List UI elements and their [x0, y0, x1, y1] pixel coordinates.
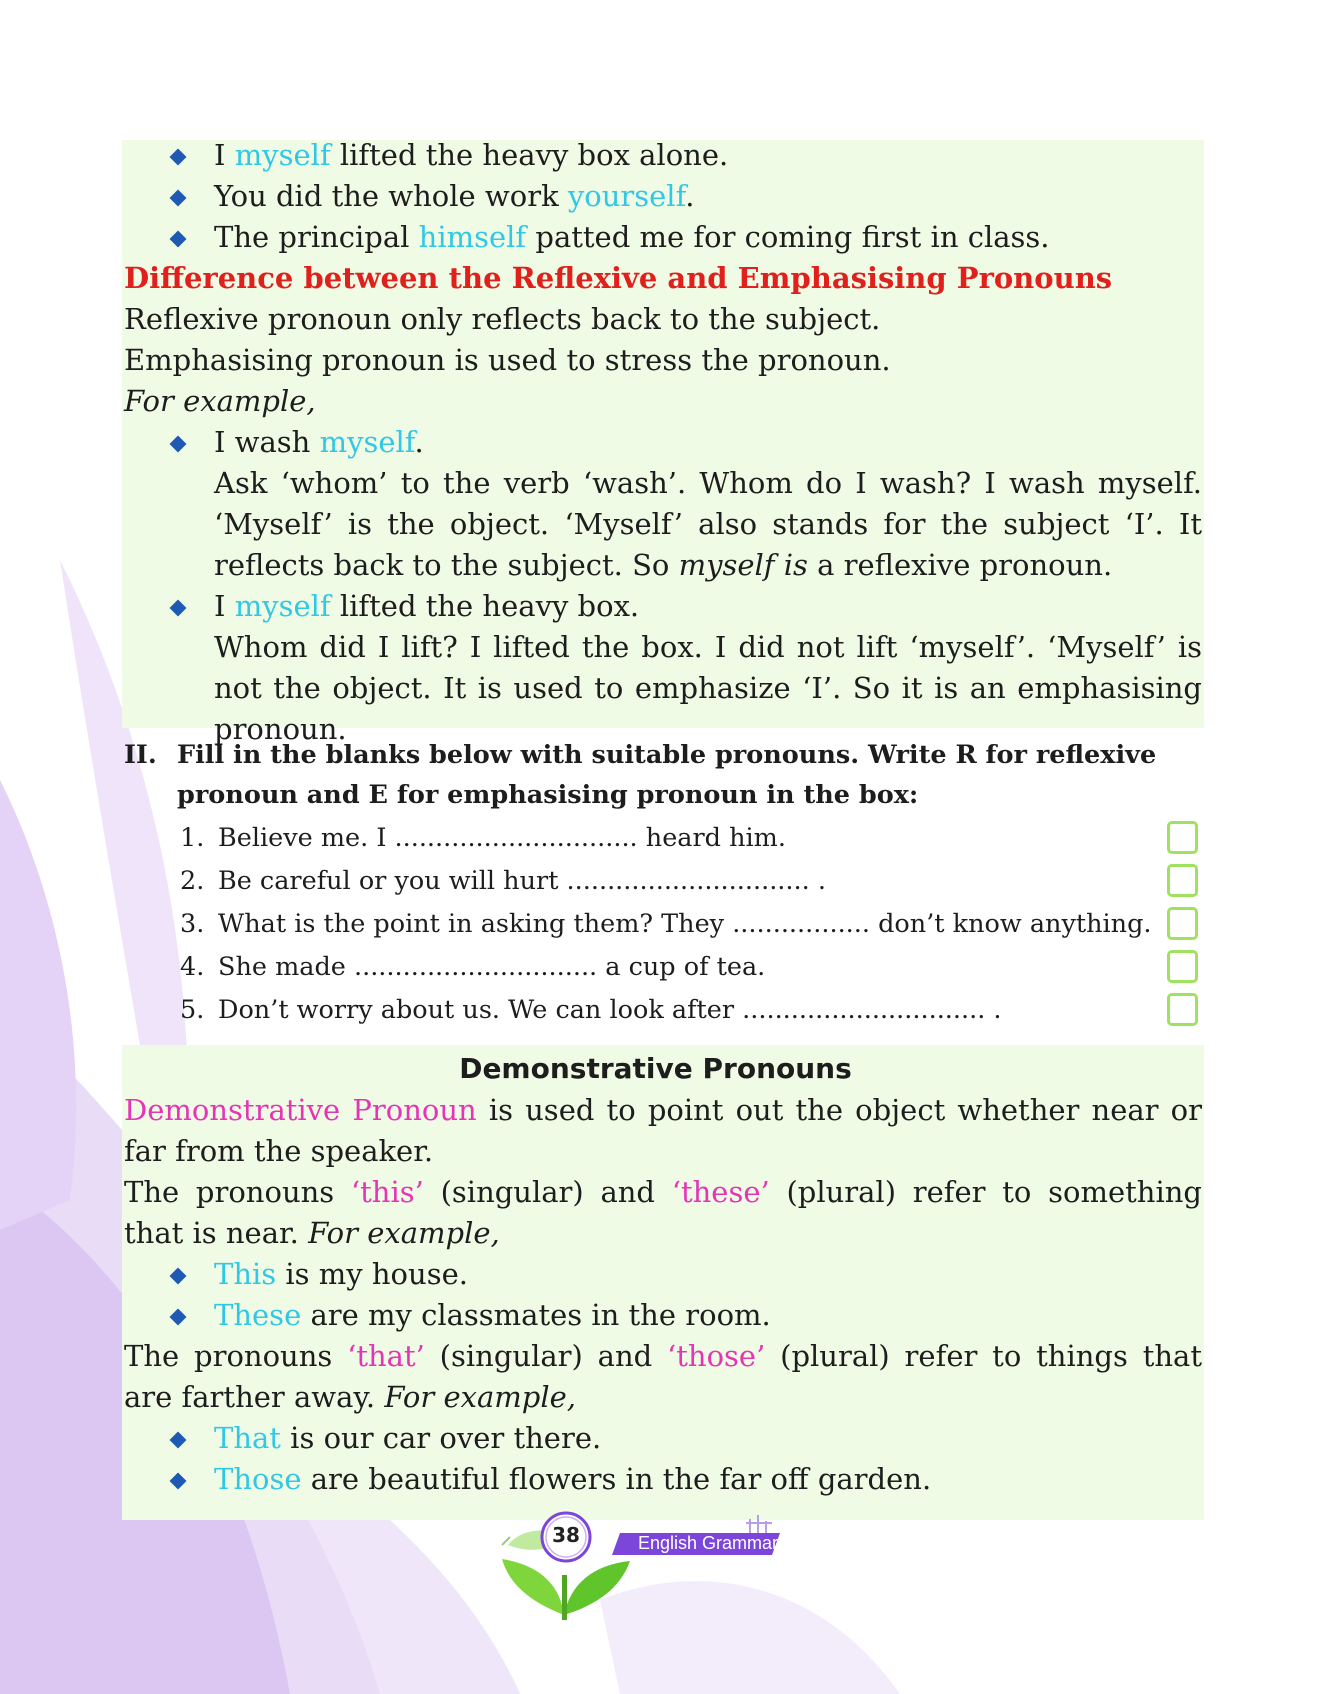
diamond-bullet-icon: [170, 190, 187, 207]
list-item: [124, 1295, 1202, 1336]
exercise-item-text: She made .............................. a cup of tea.: [218, 952, 766, 982]
exercise-item-text: Believe me. I .............................. heard him.: [218, 823, 786, 853]
diamond-bullet-icon: [170, 231, 187, 248]
section-title: Demonstrative Pronouns: [459, 1052, 852, 1085]
page-footer: [480, 1505, 840, 1625]
rich-line: [214, 425, 424, 459]
text-segment: The principal: [214, 220, 419, 254]
italic-text: myself is: [678, 548, 808, 582]
exercise-item: 3. What is the point in asking them? They ................. don’t know anything.: [124, 903, 1202, 946]
text-segment: I: [214, 138, 235, 172]
highlighted-pronoun: These: [214, 1298, 302, 1332]
italic-text: For example,: [384, 1380, 576, 1414]
text-segment: Ask ‘whom’ to the verb ‘wash’. Whom do I wash? I wash myself. ‘Myself’ is the object. ‘Myself’ also stands for the subject ‘I’. It reflects back to the subject. So: [214, 466, 1202, 582]
diamond-bullet-icon: [170, 1473, 187, 1490]
pink-highlight: Demonstrative Pronoun: [124, 1093, 477, 1127]
text-segment: (plural) refer to something that is near.: [124, 1175, 1202, 1250]
near-pronouns-text: [124, 1172, 1202, 1254]
highlighted-pronoun: yourself: [567, 179, 686, 213]
list-item: [124, 135, 1202, 176]
list-item: [124, 217, 1202, 258]
exercise-number: II.: [124, 740, 157, 770]
text-segment: I: [214, 589, 235, 623]
rich-line: [214, 179, 695, 213]
list-item: [124, 1418, 1202, 1459]
italic-text: For example,: [308, 1216, 500, 1250]
text-segment: lifted the heavy box alone.: [330, 138, 729, 172]
exercise-item-text: Don’t worry about us. We can look after .............................. .: [218, 995, 1002, 1025]
answer-box[interactable]: [1167, 993, 1198, 1026]
pink-highlight: ‘this’: [350, 1175, 424, 1209]
text-segment: The pronouns: [124, 1175, 351, 1209]
book-title: English Grammar-5: [637, 1533, 795, 1553]
page-number: 38: [552, 1523, 580, 1547]
diamond-bullet-icon: [170, 149, 187, 166]
answer-box[interactable]: [1167, 950, 1198, 983]
answer-box[interactable]: [1167, 821, 1198, 854]
far-pronouns-text: [124, 1336, 1202, 1418]
text-segment: are my classmates in the room.: [301, 1298, 771, 1332]
demonstrative-definition: [124, 1090, 1202, 1172]
exercise-section: [124, 735, 1202, 1032]
for-example-label: For example,: [124, 384, 316, 418]
emphasising-definition: Emphasising pronoun is used to stress the pronoun.: [124, 343, 891, 377]
text-segment: a reflexive pronoun.: [807, 548, 1113, 582]
exercise-instruction: II. Fill in the blanks below with suitable pronouns. Write R for reflexive pronoun and E for emphasising pronoun in the box:: [124, 735, 1202, 815]
exercise-item: 5. Don’t worry about us. We can look after .............................. .: [124, 989, 1202, 1032]
example-explanation: [124, 627, 1202, 750]
text-segment: is used to point out the object whether near or far from the speaker.: [124, 1093, 1202, 1168]
text-segment: (singular) and: [423, 1175, 672, 1209]
pink-highlight: ‘that’: [347, 1339, 425, 1373]
text-segment: You did the whole work: [214, 179, 568, 213]
text-segment: (plural) refer to things that are farther away.: [124, 1339, 1202, 1414]
list-item: [124, 422, 1202, 463]
difference-heading: Difference between the Reflexive and Emphasising Pronouns: [124, 261, 1113, 295]
highlighted-pronoun: That: [214, 1421, 281, 1455]
pink-highlight: ‘those’: [667, 1339, 766, 1373]
text-segment: is my house.: [276, 1257, 468, 1291]
rich-line: [214, 138, 728, 172]
highlighted-pronoun: myself: [234, 589, 331, 623]
diamond-bullet-icon: [170, 1432, 187, 1449]
emphasising-examples-list: [124, 135, 1202, 258]
highlighted-pronoun: himself: [418, 220, 527, 254]
rich-line: [214, 1421, 601, 1455]
answer-box[interactable]: [1167, 864, 1198, 897]
rich-line: [214, 1298, 771, 1332]
exercise-item: 2. Be careful or you will hurt .............................. .: [124, 860, 1202, 903]
highlighted-pronoun: myself: [234, 138, 331, 172]
text-segment: (singular) and: [424, 1339, 668, 1373]
highlighted-pronoun: Those: [214, 1462, 302, 1496]
highlighted-pronoun: myself: [319, 425, 415, 459]
example-explanation: [124, 463, 1202, 586]
list-item: [124, 176, 1202, 217]
pronoun-section: [124, 135, 1202, 750]
text-segment: .: [414, 425, 424, 459]
exercise-item-text: What is the point in asking them? They ................. don’t know anything.: [218, 909, 1152, 939]
reflexive-definition: Reflexive pronoun only reflects back to the subject.: [124, 302, 881, 336]
diamond-bullet-icon: [170, 1309, 187, 1326]
exercise-item-text: Be careful or you will hurt .............................. .: [218, 866, 826, 896]
list-item: [124, 1254, 1202, 1295]
answer-box[interactable]: [1167, 907, 1198, 940]
text-segment: lifted the heavy box.: [330, 589, 640, 623]
sprout-logo-icon: [480, 1505, 840, 1625]
exercise-item: 1. Believe me. I .............................. heard him.: [124, 817, 1202, 860]
text-segment: I wash: [214, 425, 320, 459]
pink-highlight: ‘these’: [671, 1175, 770, 1209]
rich-line: [214, 589, 639, 623]
rich-line: [214, 1462, 931, 1496]
diamond-bullet-icon: [170, 436, 187, 453]
exercise-item: 4. She made .............................. a cup of tea.: [124, 946, 1202, 989]
diamond-bullet-icon: [170, 600, 187, 617]
text-segment: patted me for coming first in class.: [526, 220, 1050, 254]
rich-line: [214, 1257, 468, 1291]
list-item: [124, 586, 1202, 627]
text-segment: is our car over there.: [280, 1421, 602, 1455]
text-segment: are beautiful flowers in the far off garden.: [301, 1462, 932, 1496]
exercise-list: [124, 817, 1202, 1032]
text-segment: Whom did I lift? I lifted the box. I did not lift ‘myself’. ‘Myself’ is not the object. It is used to emphasize ‘I’. So it is an emphasising pronoun.: [214, 630, 1202, 746]
diamond-bullet-icon: [170, 1268, 187, 1285]
highlighted-pronoun: This: [214, 1257, 277, 1291]
list-item: [124, 1459, 1202, 1500]
demonstrative-section: [124, 1048, 1202, 1500]
rich-line: [214, 220, 1050, 254]
text-segment: The pronouns: [124, 1339, 348, 1373]
text-segment: .: [685, 179, 695, 213]
